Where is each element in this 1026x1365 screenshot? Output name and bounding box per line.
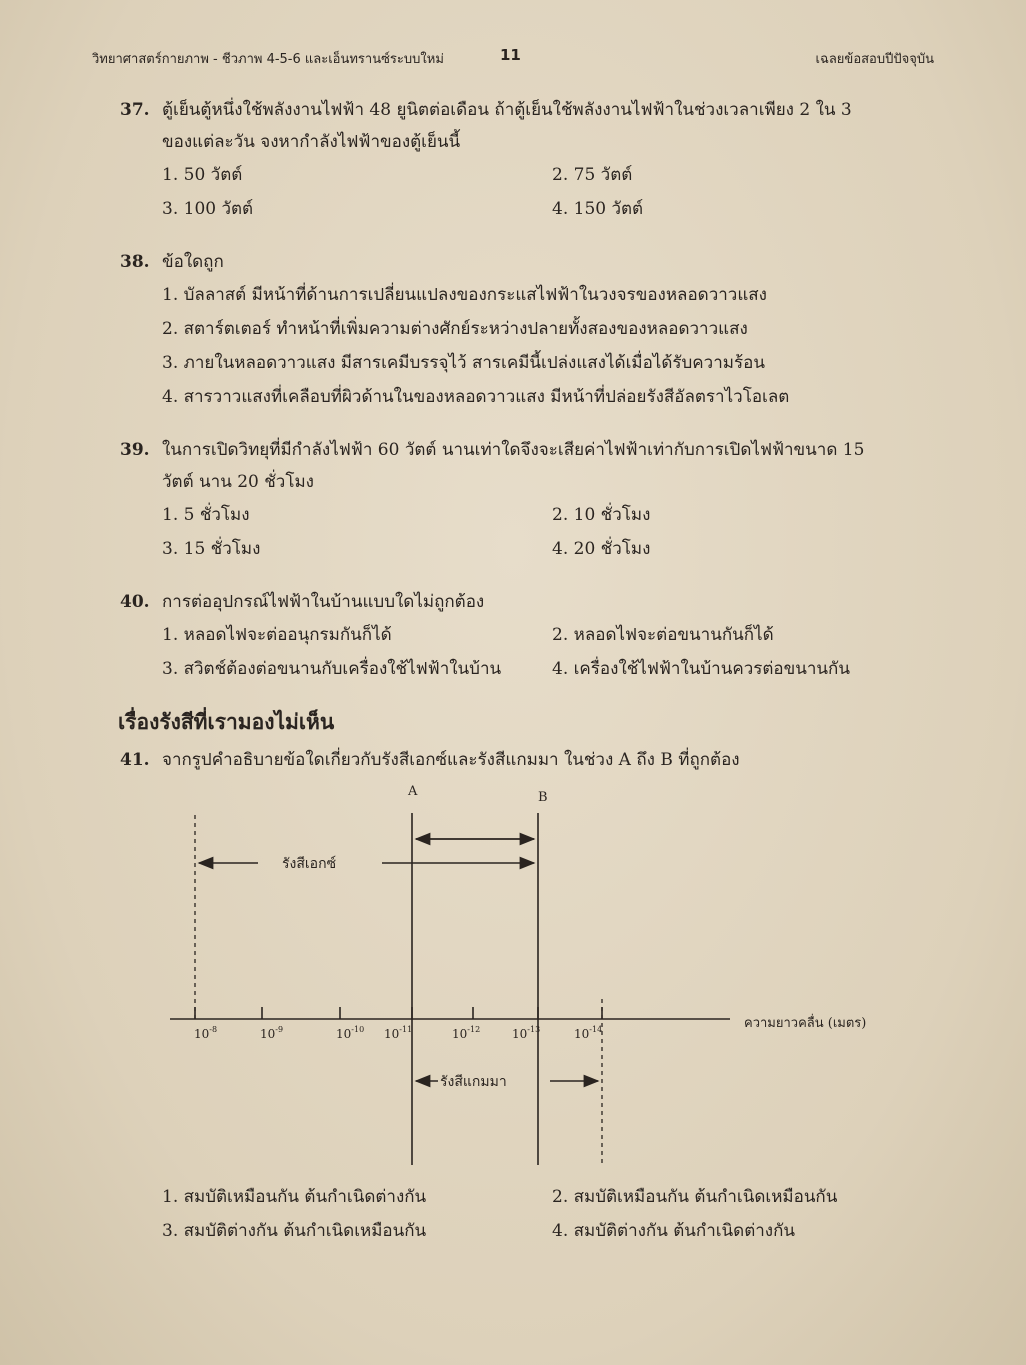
question-number: 37. — [120, 100, 150, 120]
question-number: 39. — [120, 440, 150, 460]
option-1: 1. 50 วัตต์ — [162, 165, 243, 185]
question-text — [162, 434, 940, 498]
question-41 — [120, 744, 940, 776]
question-text: ข้อใดถูก — [162, 252, 224, 272]
question-39 — [120, 434, 940, 566]
axis-label: ความยาวคลื่น (เมตร) — [744, 1016, 867, 1031]
option-4: 4. เครื่องใช้ไฟฟ้าในบ้านควรต่อขนานกัน — [552, 659, 850, 679]
question-text-line: ของแต่ละวัน จงหากำลังไฟฟ้าของตู้เย็นนี้ — [162, 132, 461, 152]
option-4: 4. สารวาวแสงที่เคลือบที่ผิวด้านในของหลอดวาวแสง มีหน้าที่ปล่อยรังสีอัลตราไวโอเลต — [162, 387, 790, 407]
gamma-label: รังสีแกมมา — [440, 1074, 507, 1090]
tick-label-1e-12: $10^{-12}$ — [452, 1025, 481, 1041]
header-book-title: วิทยาศาสตร์กายภาพ - ชีวภาพ 4-5-6 และเอ็นทรานซ์ระบบใหม่ — [92, 52, 444, 67]
question-37 — [120, 94, 940, 226]
option-1: 1. หลอดไฟจะต่ออนุกรมกันก็ได้ — [162, 625, 392, 645]
option-1: 1. 5 ชั่วโมง — [162, 505, 250, 525]
answer-options — [162, 618, 940, 686]
option-4: 4. 150 วัตต์ — [552, 199, 644, 219]
option-4: 4. 20 ชั่วโมง — [552, 539, 651, 559]
answer-options — [162, 278, 940, 414]
option-1: 1. บัลลาสต์ มีหน้าที่ด้านการเปลี่ยนแปลงของกระแสไฟฟ้าในวงจรของหลอดวาวแสง — [162, 285, 767, 305]
answer-options — [162, 498, 940, 566]
axis-ticks — [195, 1007, 602, 1019]
tick-label-1e-8: $10^{-8}$ — [194, 1025, 218, 1041]
page-header — [92, 44, 934, 70]
tick-label-1e-10: $10^{-10}$ — [336, 1025, 365, 1041]
option-1: 1. สมบัติเหมือนกัน ต้นกำเนิดต่างกัน — [162, 1187, 427, 1207]
tick-label-1e-9: $10^{-9}$ — [260, 1025, 284, 1041]
option-2: 2. สตาร์ตเตอร์ ทำหน้าที่เพิ่มความต่างศักย์ระหว่างปลายทั้งสองของหลอดวาวแสง — [162, 319, 748, 339]
question-41-options — [162, 1180, 942, 1248]
question-text-line: วัตต์ นาน 20 ชั่วโมง — [162, 472, 314, 492]
tick-label-1e-14: $10^{-14}$ — [574, 1025, 603, 1041]
question-text: การต่ออุปกรณ์ไฟฟ้าในบ้านแบบใดไม่ถูกต้อง — [162, 592, 485, 612]
option-2: 2. สมบัติเหมือนกัน ต้นกำเนิดเหมือนกัน — [552, 1187, 838, 1207]
tick-labels — [194, 1025, 602, 1041]
question-number: 38. — [120, 252, 150, 272]
question-text — [162, 94, 940, 158]
label-b: B — [538, 790, 548, 805]
question-text: จากรูปคำอธิบายข้อใดเกี่ยวกับรังสีเอกซ์และรังสีแกมมา ในช่วง A ถึง B ที่ถูกต้อง — [162, 750, 740, 770]
option-3: 3. สมบัติต่างกัน ต้นกำเนิดเหมือนกัน — [162, 1221, 427, 1241]
question-number: 41. — [120, 750, 150, 770]
option-2: 2. 10 ชั่วโมง — [552, 505, 651, 525]
question-40 — [120, 586, 940, 686]
option-3: 3. 15 ชั่วโมง — [162, 539, 261, 559]
tick-label-1e-13: $10^{-13}$ — [512, 1025, 541, 1041]
option-4: 4. สมบัติต่างกัน ต้นกำเนิดต่างกัน — [552, 1221, 796, 1241]
option-3: 3. 100 วัตต์ — [162, 199, 254, 219]
xray-label: รังสีเอกซ์ — [282, 856, 337, 872]
answer-options — [162, 158, 940, 226]
em-spectrum-diagram — [150, 775, 930, 1175]
page-number: 11 — [500, 46, 521, 64]
section-title: เรื่องรังสีที่เรามองไม่เห็น — [118, 709, 335, 734]
question-38 — [120, 246, 940, 414]
option-2: 2. หลอดไฟจะต่อขนานกันก็ได้ — [552, 625, 774, 645]
header-section: เฉลยข้อสอบปีปัจจุบัน — [815, 52, 934, 67]
option-3: 3. ภายในหลอดวาวแสง มีสารเคมีบรรจุไว้ สารเคมีนี้เปล่งแสงได้เมื่อได้รับความร้อน — [162, 353, 765, 373]
question-text-line: ตู้เย็นตู้หนึ่งใช้พลังงานไฟฟ้า 48 ยูนิตต่อเดือน ถ้าตู้เย็นใช้พลังงานไฟฟ้าในช่วงเวลาเพียง 2 ใน 3 — [162, 100, 852, 120]
question-number: 40. — [120, 592, 150, 612]
option-2: 2. 75 วัตต์ — [552, 165, 633, 185]
option-3: 3. สวิตช์ต้องต่อขนานกับเครื่องใช้ไฟฟ้าในบ้าน — [162, 659, 502, 679]
tick-label-1e-11: $10^{-11}$ — [384, 1025, 413, 1041]
label-a: A — [408, 784, 418, 799]
question-text-line: ในการเปิดวิทยุที่มีกำลังไฟฟ้า 60 วัตต์ นานเท่าใดจึงจะเสียค่าไฟฟ้าเท่ากับการเปิดไฟฟ้าขนาด 15 — [162, 440, 865, 460]
